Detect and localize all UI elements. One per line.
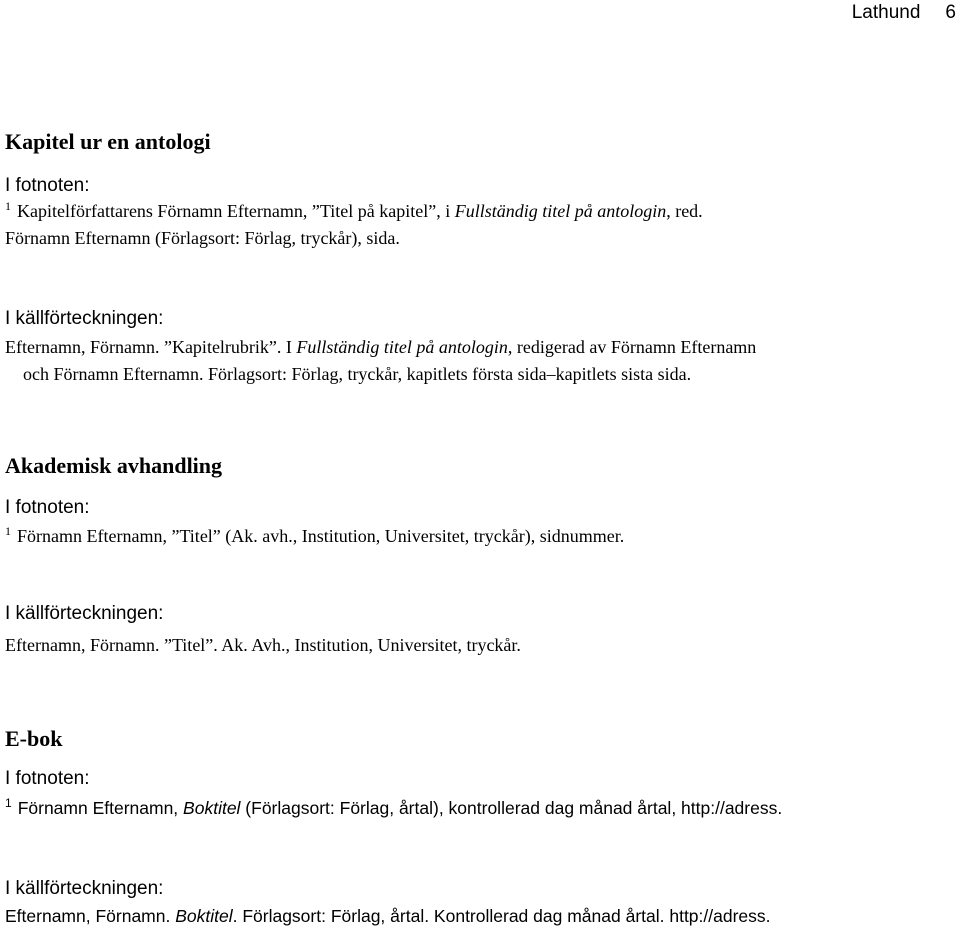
bib-text: . Förlagsort: Förlag, årtal. Kontrollerad dag månad årtal. http://adress. — [232, 906, 771, 926]
footnote-label-ebok: I fotnoten: — [5, 768, 90, 789]
page-number: 6 — [945, 2, 956, 23]
footnote-label-antologi: I fotnoten: — [5, 175, 90, 196]
footnote-text: , red. — [666, 201, 703, 221]
footnote-antologi-line2: Förnamn Efternamn (Förlagsort: Förlag, tryckår), sida. — [5, 228, 400, 248]
bib-label-ebok: I källförteckningen: — [5, 878, 164, 899]
section-heading-ebok: E-bok — [5, 726, 63, 751]
footnote-antologi-line1 — [5, 199, 703, 223]
bib-antologi-line2: och Förnamn Efternamn. Förlagsort: Förlag, tryckår, kapitlets första sida–kapitlets sista sida. — [23, 364, 692, 384]
bib-label-antologi: I källförteckningen: — [5, 308, 164, 329]
footnote-marker: 1 — [5, 199, 11, 213]
footnote-italic-title: Fullständig titel på antologin — [454, 201, 667, 221]
page-header — [852, 0, 960, 26]
bib-avhandling-line1: Efternamn, Förnamn. ”Titel”. Ak. Avh., Institution, Universitet, tryckår. — [5, 635, 521, 655]
bib-text: Efternamn, Förnamn. ”Kapitelrubrik”. I — [5, 337, 297, 357]
bib-label-avhandling: I källförteckningen: — [5, 603, 164, 624]
header-title: Lathund — [851, 2, 921, 23]
bib-italic-title: Boktitel — [175, 906, 233, 926]
bib-text: , redigerad av Förnamn Efternamn — [507, 337, 757, 357]
section-heading-avhandling: Akademisk avhandling — [5, 453, 223, 478]
bib-text: Efternamn, Förnamn. — [5, 906, 176, 926]
bib-antologi-line1 — [5, 335, 756, 359]
footnote-marker: 1 — [5, 524, 11, 538]
footnote-text: Förnamn Efternamn, — [17, 798, 184, 818]
footnote-text: Kapitelförfattarens Förnamn Efternamn, ”Titel på kapitel”, i — [17, 201, 455, 221]
section-heading-antologi: Kapitel ur en antologi — [5, 129, 211, 154]
footnote-ebok-line1 — [5, 796, 782, 820]
footnote-text: (Förlagsort: Förlag, årtal), kontrollerad dag månad årtal, http://adress. — [240, 798, 783, 818]
footnote-text: Förnamn Efternamn, ”Titel” (Ak. avh., Institution, Universitet, tryckår), sidnummer. — [17, 526, 625, 546]
bib-italic-title: Fullständig titel på antologin — [296, 337, 508, 357]
bib-ebok-line1 — [5, 904, 771, 928]
footnote-italic-title: Boktitel — [183, 798, 241, 818]
footnote-avhandling-line1 — [5, 524, 624, 548]
footnote-label-avhandling: I fotnoten: — [5, 497, 90, 518]
footnote-marker: 1 — [5, 796, 12, 811]
